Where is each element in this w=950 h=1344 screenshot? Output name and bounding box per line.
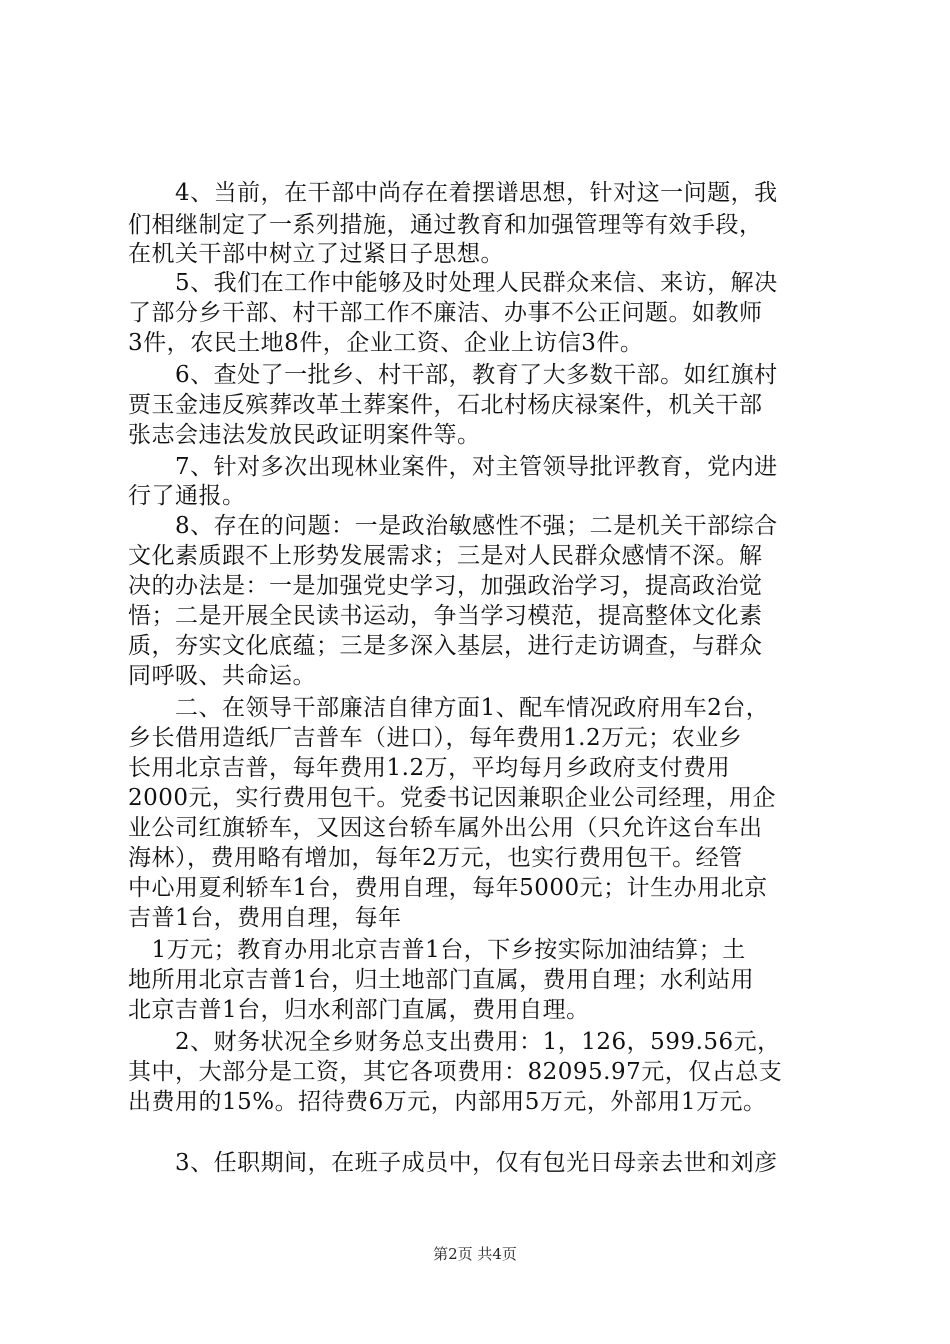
text-line: 同呼吸、共命运。 xyxy=(128,663,316,689)
text-line: 们相继制定了一系列措施，通过教育和加强管理等有效手段， xyxy=(128,212,763,238)
text-line: 吉普1台，费用自理，每年 xyxy=(128,905,402,931)
text-line: 行了通报。 xyxy=(128,483,246,509)
text-line: 二、在领导干部廉洁自律方面1、配车情况政府用车2台， xyxy=(128,695,770,721)
text-line: 7、针对多次出现林业案件，对主管领导批评教育，党内进 xyxy=(128,454,778,480)
text-line: 其中，大部分是工资，其它各项费用：82095.97元，仅占总支 xyxy=(128,1059,783,1085)
text-line: 决的办法是：一是加强党史学习，加强政治学习，提高政治觉 xyxy=(128,573,763,599)
text-line: 长用北京吉普，每年费用1.2万，平均每月乡政府支付费用 xyxy=(128,755,731,781)
page-number-footer: 第2页 共4页 xyxy=(433,1245,517,1263)
text-line: 乡长借用造纸厂吉普车（进口），每年费用1.2万元；农业乡 xyxy=(128,725,743,751)
text-line: 在机关干部中树立了过紧日子思想。 xyxy=(128,241,504,267)
text-line: 质，夯实文化底蕴；三是多深入基层，进行走访调查，与群众 xyxy=(128,633,763,659)
text-line: 2、财务状况全乡财务总支出费用：1，126，599.56元， xyxy=(128,1029,781,1055)
text-line: 文化素质跟不上形势发展需求；三是对人民群众感情不深。解 xyxy=(128,543,763,569)
text-line: 5、我们在工作中能够及时处理人民群众来信、来访，解决 xyxy=(128,270,778,296)
text-line: 3、任职期间，在班子成员中，仅有包光日母亲去世和刘彦 xyxy=(128,1150,778,1176)
text-line: 海林），费用略有增加，每年2万元，也实行费用包干。经管 xyxy=(128,845,743,871)
text-line: 北京吉普1台，归水利部门直属，费用自理。 xyxy=(128,997,590,1023)
text-line: 悟；二是开展全民读书运动，争当学习模范，提高整体文化素 xyxy=(128,603,763,629)
text-line: 了部分乡干部、村干部工作不廉洁、办事不公正问题。如教师 xyxy=(128,300,763,326)
text-line: 6、查处了一批乡、村干部，教育了大多数干部。如红旗村 xyxy=(128,362,778,388)
text-line: 中心用夏利轿车1台，费用自理，每年5000元；计生办用北京 xyxy=(128,875,768,901)
text-line: 8、存在的问题：一是政治敏感性不强；二是机关干部综合 xyxy=(128,513,778,539)
text-line: 业公司红旗轿车，又因这台轿车属外出公用（只允许这台车出 xyxy=(128,815,763,841)
text-line: 张志会违法发放民政证明案件等。 xyxy=(128,422,481,448)
text-line: 贾玉金违反殡葬改革土葬案件，石北村杨庆禄案件，机关干部 xyxy=(128,392,763,418)
text-line: 1万元；教育办用北京吉普1台，下乡按实际加油结算；土 xyxy=(128,937,746,963)
text-line: 地所用北京吉普1台，归土地部门直属，费用自理；水利站用 xyxy=(128,967,755,993)
text-line: 出费用的15%。招待费6万元，内部用5万元，外部用1万元。 xyxy=(128,1089,767,1115)
text-line: 2000元，实行费用包干。党委书记因兼职企业公司经理，用企 xyxy=(128,785,777,811)
text-line: 4、当前，在干部中尚存在着摆谱思想，针对这一问题，我 xyxy=(128,180,778,206)
text-line: 3件，农民土地8件，企业工资、企业上访信3件。 xyxy=(128,330,644,356)
